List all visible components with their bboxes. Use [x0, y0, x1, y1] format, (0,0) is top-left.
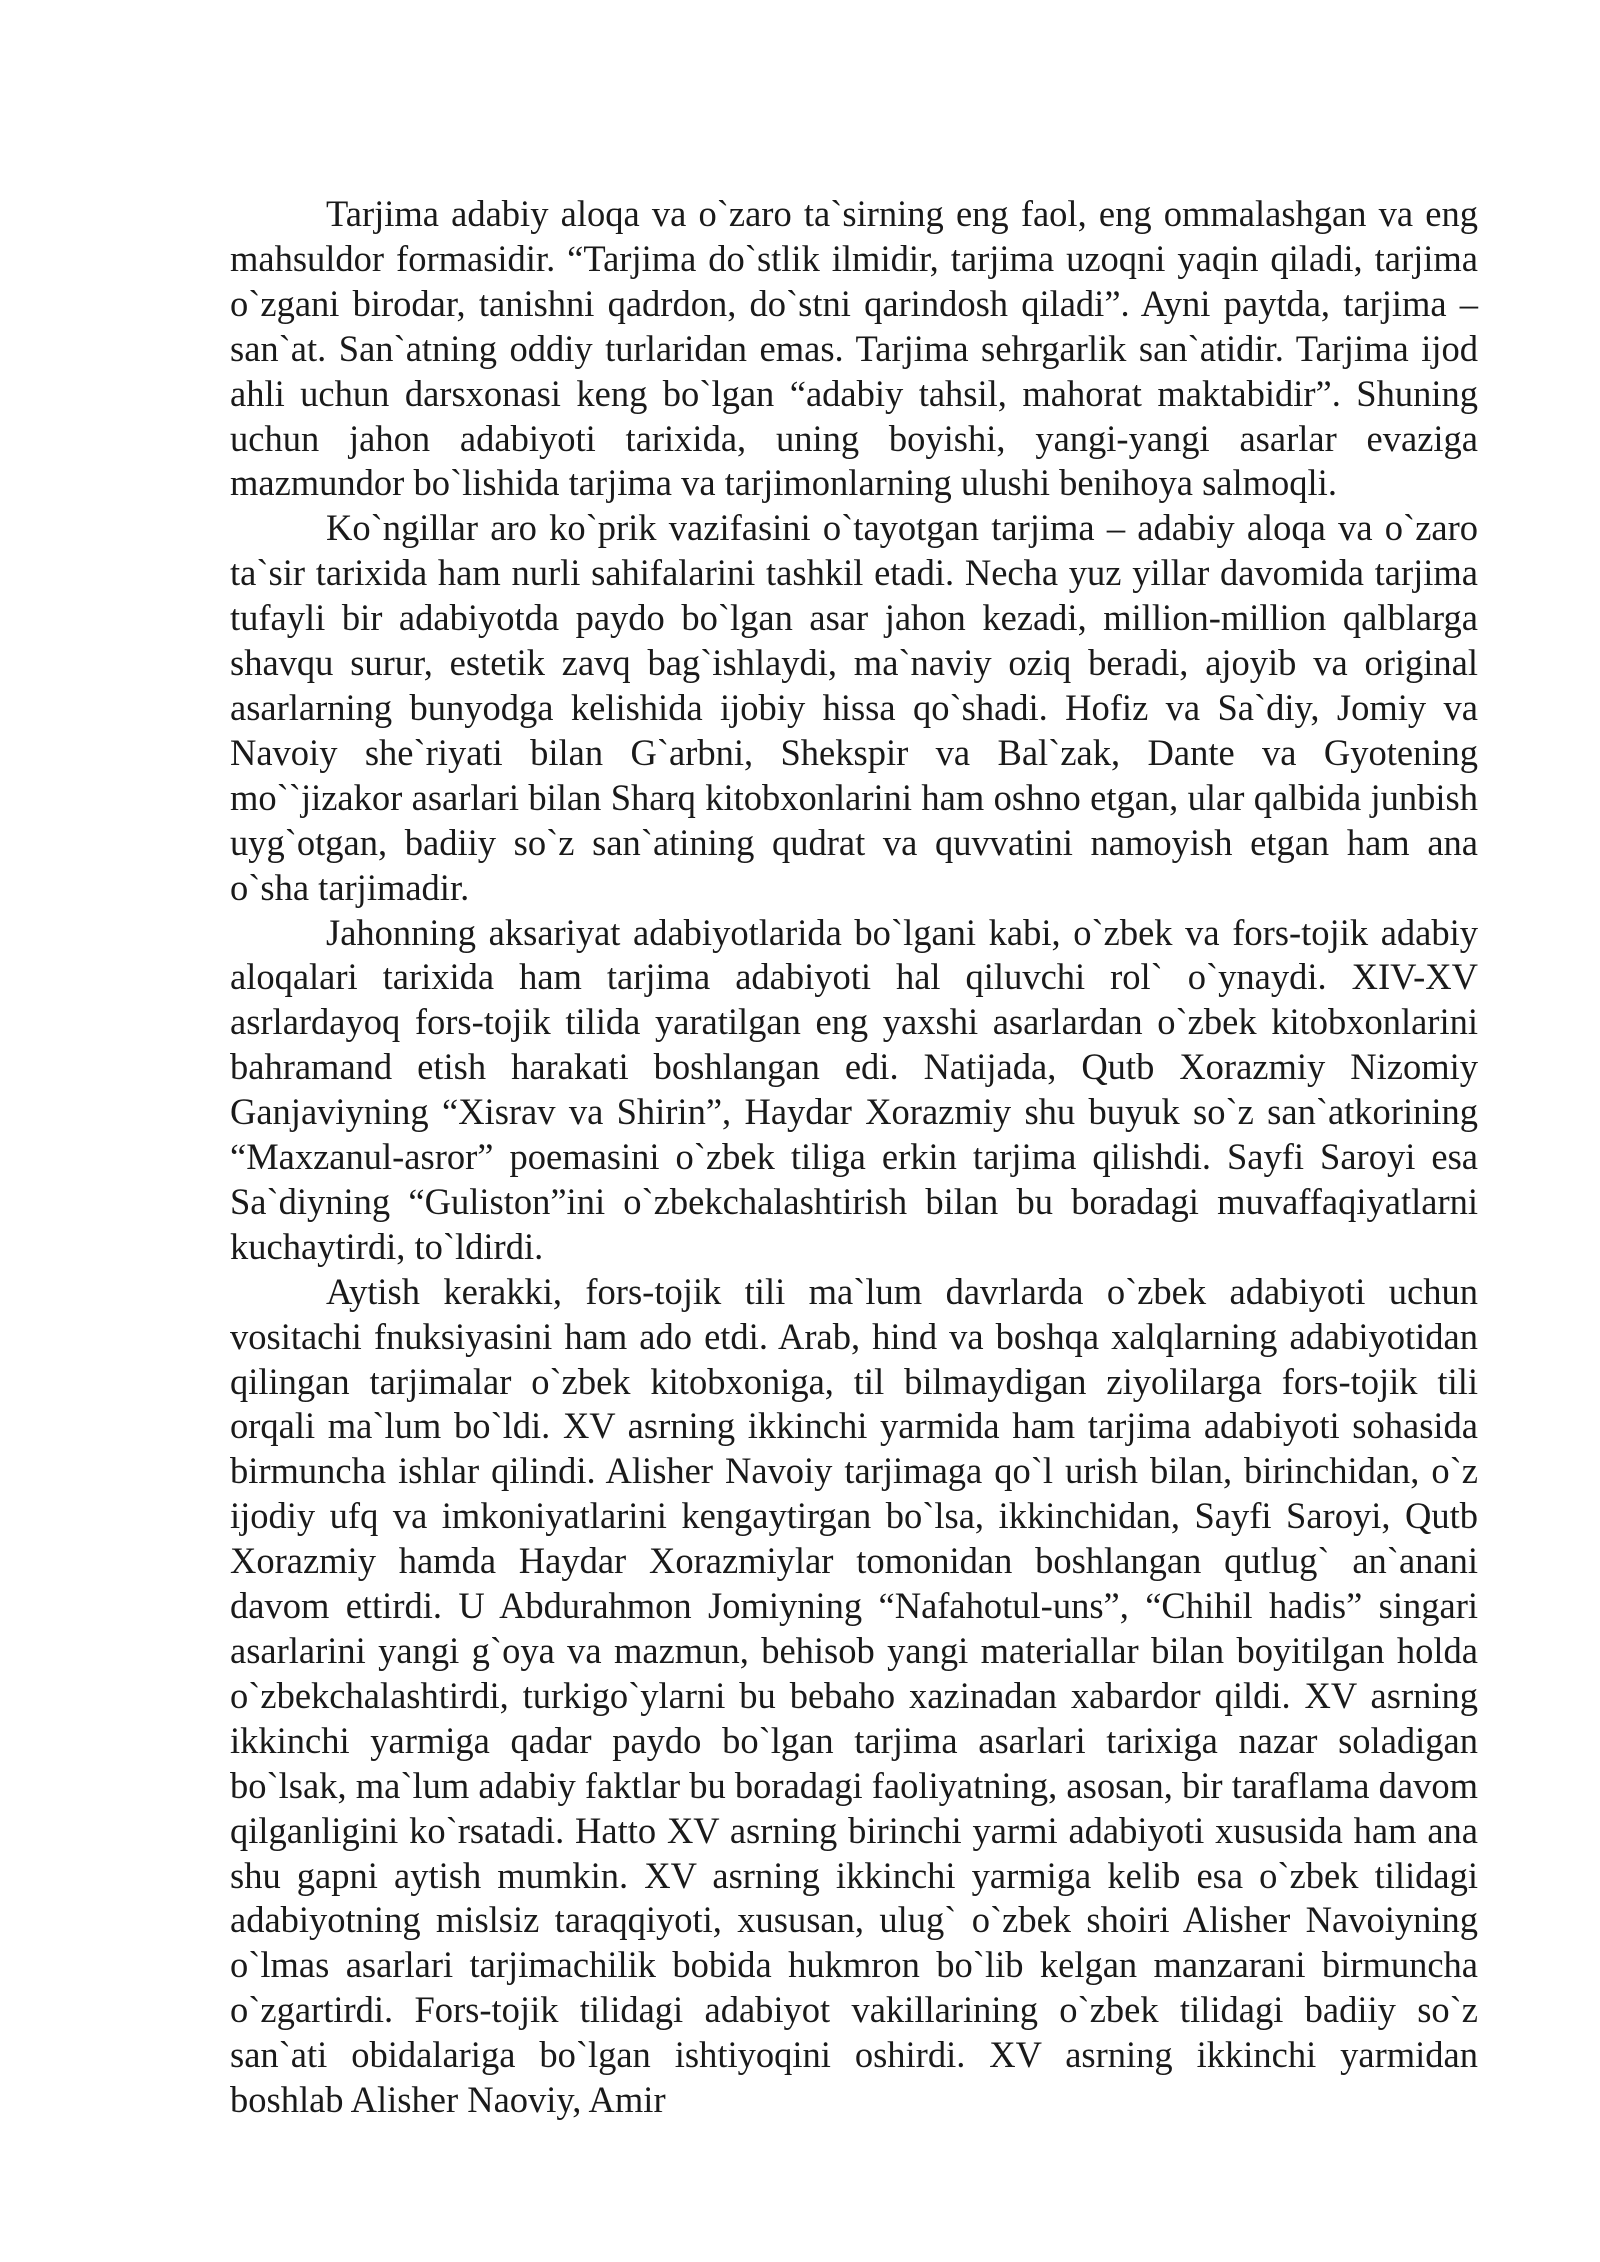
paragraph-2: Ko`ngillar aro ko`prik vazifasini o`tayotgan tarjima – adabiy aloqa va o`zaro ta`sir tarixida ham nurli sahifalarini tashkil etadi. Necha yuz yillar davomida tarjima tufayli bir adabiyotda paydo bo`lgan asar jahon kezadi, million-million qalblarga shavqu surur, estetik zavq bag`ishlaydi, ma`naviy oziq beradi, ajoyib va original asarlarning bunyodga kelishida ijobiy hissa qo`shadi. Hofiz va Sa`diy, Jomiy va Navoiy she`riyati bilan G`arbni, Shekspir va Bal`zak, Dante va Gyotening mo``jizakor asarlari bilan Sharq kitobxonlarini ham oshno etgan, ular qalbida junbish uyg`otgan, badiiy so`z san`atining qudrat va quvvatini namoyish etgan ham ana o`sha tarjimadir.: [230, 507, 1478, 908]
paragraph-1: Tarjima adabiy aloqa va o`zaro ta`sirning eng faol, eng ommalashgan va eng mahsuldor formasidir. “Tarjima do`stlik ilmidir, tarjima uzoqni yaqin qiladi, tarjima o`zgani birodar, tanishni qadrdon, do`stni qarindosh qiladi”. Ayni paytda, tarjima – san`at. San`atning oddiy turlaridan emas. Tarjima sehrgarlik san`atidir. Tarjima ijod ahli uchun darsxonasi keng bo`lgan “adabiy tahsil, mahorat maktabidir”. Shuning uchun jahon adabiyoti tarixida, uning boyishi, yangi-yangi asarlar evaziga mazmundor bo`lishida tarjima va tarjimonlarning ulushi benihoya salmoqli.: [230, 193, 1478, 504]
paragraph-3: Jahonning aksariyat adabiyotlarida bo`lgani kabi, o`zbek va fors-tojik adabiy aloqalari tarixida ham tarjima adabiyoti hal qiluvchi rol` o`ynaydi. XIV-XV asrlardayoq fors-tojik tilida yaratilgan eng yaxshi asarlardan o`zbek kitobxonlarini bahramand etish harakati boshlangan edi. Natijada, Qutb Xorazmiy Nizomiy Ganjaviyning “Xisrav va Shirin”, Haydar Xorazmiy shu buyuk so`z san`atkorining “Maxzanul-asror” poemasini o`zbek tiliga erkin tarjima qilishdi. Sayfi Saroyi esa Sa`diyning “Guliston”ini o`zbekchalashtirish bilan bu boradagi muvaffaqiyatlarni kuchaytirdi, to`ldirdi.: [230, 911, 1478, 1267]
paragraph-4: Aytish kerakki, fors-tojik tili ma`lum davrlarda o`zbek adabiyoti uchun vositachi fnuksiyasini ham ado etdi. Arab, hind va boshqa xalqlarning adabiyotidan qilingan tarjimalar o`zbek kitobxoniga, til bilmaydigan ziyolilarga fors-tojik tili orqali ma`lum bo`ldi. XV asrning ikkinchi yarmida ham tarjima adabiyoti sohasida birmuncha ishlar qilindi. Alisher Navoiy tarjimaga qo`l urish bilan, birinchidan, o`z ijodiy ufq va imkoniyatlarini kengaytirgan bo`lsa, ikkinchidan, Sayfi Saroyi, Qutb Xorazmiy hamda Haydar Xorazmiylar tomonidan boshlangan qutlug` an`anani davom ettirdi. U Abdurahmon Jomiyning “Nafahotul-uns”, “Chihil hadis” singari asarlarini yangi g`oya va mazmun, behisob yangi materiallar bilan boyitilgan holda o`zbekchalashtirdi, turkigo`ylarni bu bebaho xazinadan xabardor qildi. XV asrning ikkinchi yarmiga qadar paydo bo`lgan tarjima asarlari tarixiga nazar soladigan bo`lsak, ma`lum adabiy faktlar bu boradagi faoliyatning, asosan, bir taraflama davom qilganligini ko`rsatadi. Hatto XV asrning birinchi yarmi adabiyoti xususida ham ana shu gapni aytish mumkin. XV asrning ikkinchi yarmiga kelib esa o`zbek tilidagi adabiyotning mislsiz taraqqiyoti, xususan, ulug` o`zbek shoiri Alisher Navoiyning o`lmas asarlari tarjimachilik bobida hukmron bo`lib kelgan manzarani birmuncha o`zgartirdi. Fors-tojik tilidagi adabiyot vakillarining o`zbek tilidagi badiiy so`z san`ati obidalariga bo`lgan ishtiyoqini oshirdi. XV asrning ikkinchi yarmidan boshlab Alisher Naoviy, Amir: [230, 1270, 1478, 2121]
document-page: [230, 192, 1478, 2123]
